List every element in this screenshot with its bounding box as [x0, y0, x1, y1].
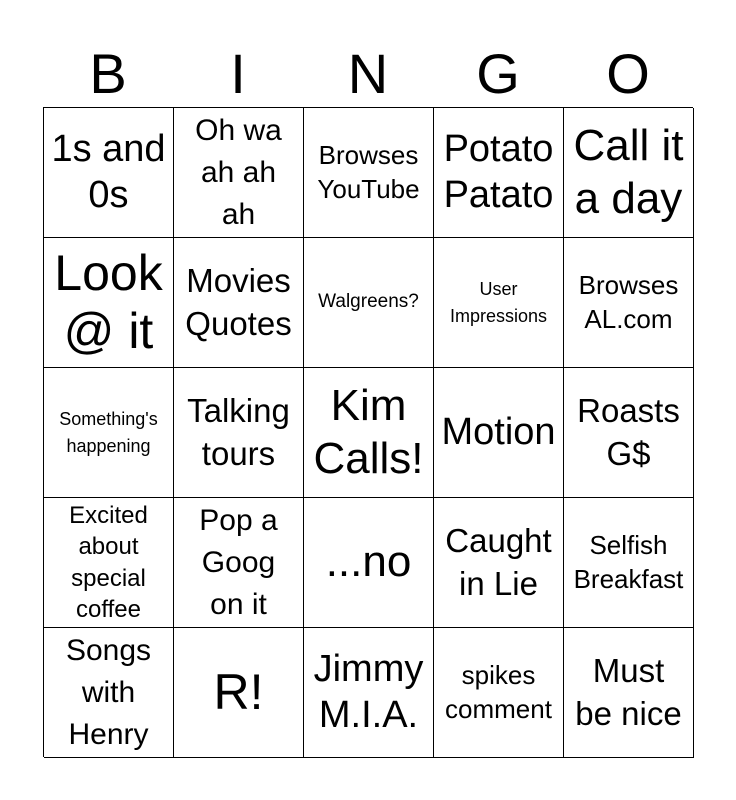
bingo-cell[interactable] [434, 238, 564, 368]
bingo-cell[interactable] [44, 628, 174, 758]
header-letter-o: O [606, 42, 650, 105]
cell-text: Jimmy M.I.A. [313, 647, 424, 736]
cell-text: Something's happening [59, 408, 158, 456]
bingo-cell[interactable] [304, 108, 434, 238]
bingo-cell[interactable] [434, 498, 564, 628]
cell-text: Selfish Breakfast [573, 529, 684, 594]
header-letter-n: N [347, 42, 389, 105]
cell-text: ...no [325, 537, 412, 587]
bingo-board [43, 107, 693, 757]
bingo-cell[interactable] [564, 498, 694, 628]
bingo-cell[interactable] [44, 238, 174, 368]
bingo-cell[interactable] [304, 368, 434, 498]
header-letter-i: I [230, 42, 246, 105]
cell-text: Browses AL.com [578, 269, 679, 334]
bingo-cell[interactable] [564, 238, 694, 368]
cell-text: User Impressions [449, 278, 548, 326]
bingo-cell[interactable] [44, 368, 174, 498]
cell-text: Movies Quotes [185, 261, 292, 342]
bingo-cell[interactable] [44, 108, 174, 238]
bingo-cell[interactable] [434, 628, 564, 758]
bingo-cell[interactable] [434, 368, 564, 498]
bingo-cell[interactable] [174, 498, 304, 628]
cell-text: Motion [441, 410, 556, 453]
bingo-cell[interactable] [564, 628, 694, 758]
cell-text: Must be nice [575, 651, 682, 732]
bingo-cell[interactable] [564, 108, 694, 238]
bingo-cell[interactable] [564, 368, 694, 498]
cell-text: Roasts G$ [577, 391, 680, 472]
cell-text: Kim Calls! [313, 380, 424, 483]
cell-text: Talking tours [187, 391, 290, 472]
cell-text: R! [213, 663, 264, 720]
cell-text: Browses YouTube [317, 139, 420, 204]
cell-text: Caught in Lie [445, 521, 552, 602]
bingo-cell[interactable] [174, 238, 304, 368]
header-letter-g: G [476, 42, 520, 105]
cell-text: Potato Patato [443, 127, 554, 216]
cell-text: 1s and 0s [51, 127, 166, 216]
bingo-cell[interactable] [304, 498, 434, 628]
cell-text: Call it a day [573, 120, 684, 223]
cell-text: Look @ it [54, 245, 163, 359]
cell-text: Walgreens? [318, 291, 419, 313]
bingo-header [43, 40, 693, 108]
cell-text: Excited about special coffee [69, 502, 148, 623]
bingo-cell[interactable] [434, 108, 564, 238]
bingo-cell[interactable] [174, 628, 304, 758]
bingo-cell[interactable] [44, 498, 174, 628]
cell-text: Pop a Goog on it [199, 503, 278, 621]
bingo-cell[interactable] [174, 108, 304, 238]
cell-text: spikes comment [445, 659, 552, 724]
bingo-cell[interactable] [304, 238, 434, 368]
cell-text: Songs with Henry [65, 633, 152, 751]
header-letter-b: B [89, 42, 127, 105]
cell-text: Oh wa ah ah ah [195, 113, 282, 231]
bingo-cell[interactable] [304, 628, 434, 758]
bingo-cell[interactable] [174, 368, 304, 498]
